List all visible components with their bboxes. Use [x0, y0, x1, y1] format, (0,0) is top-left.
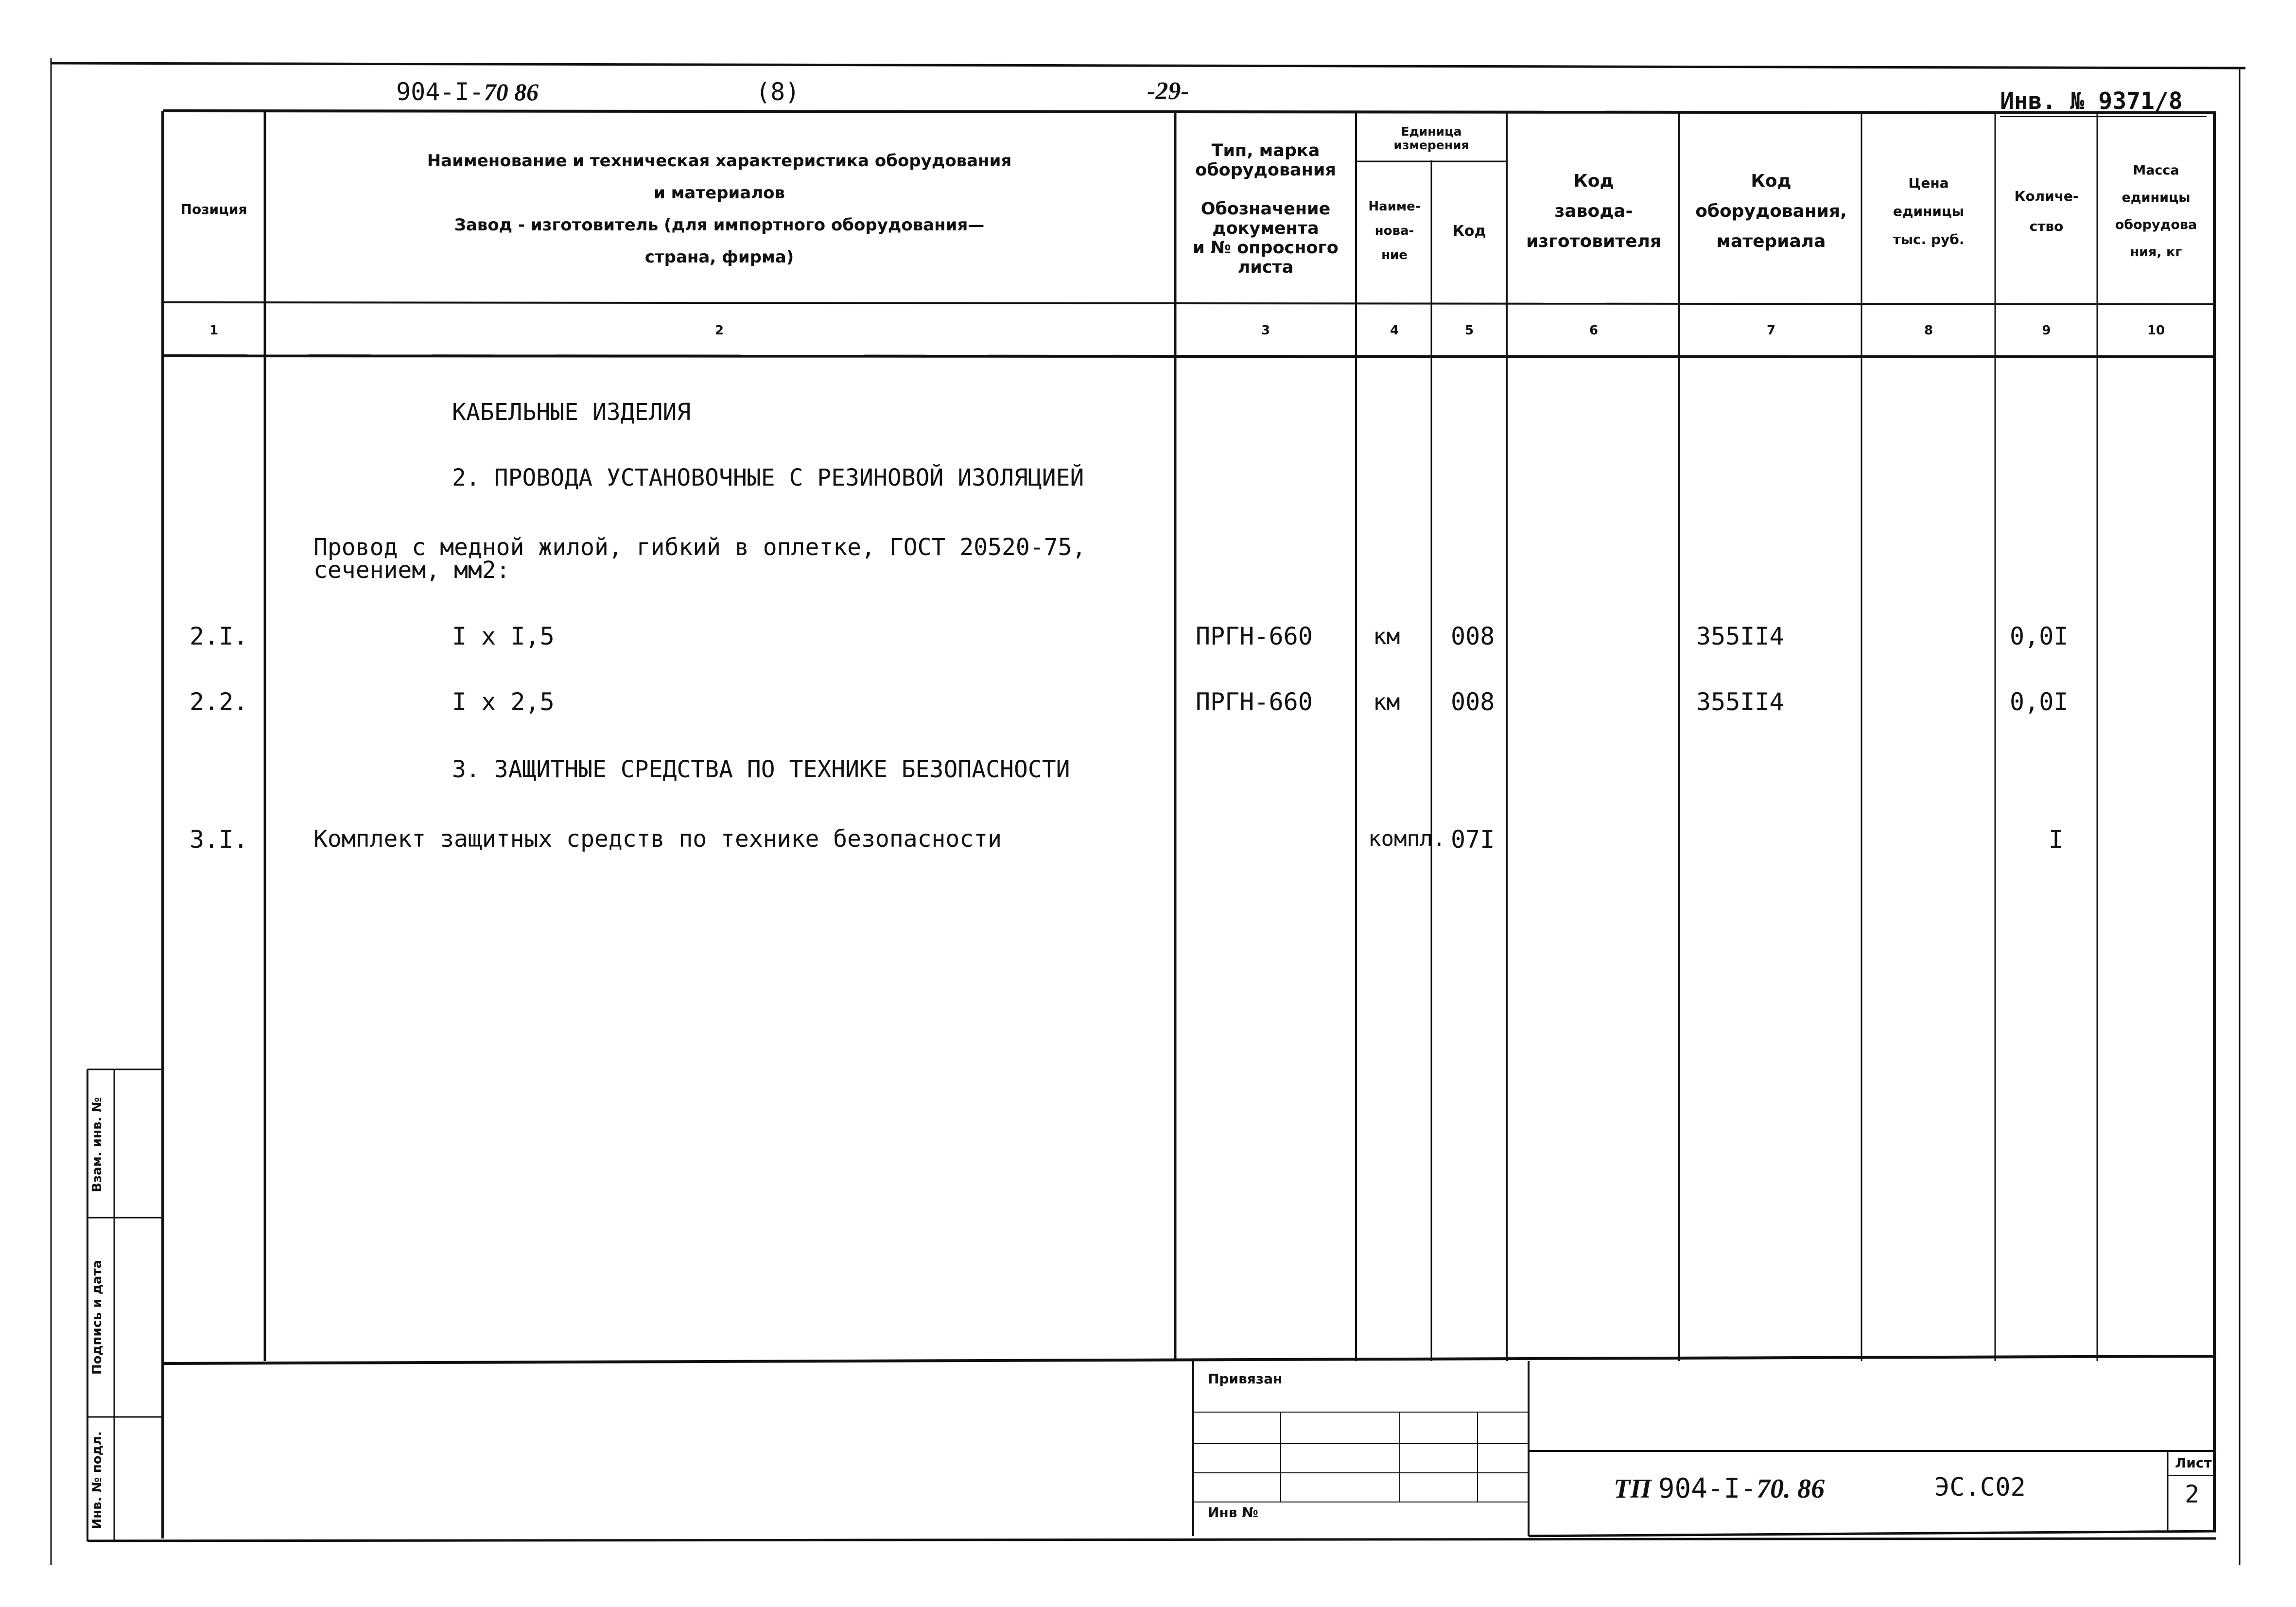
row-name: I x 2,5 [452, 688, 555, 716]
row-name: Комплект защитных средств по технике безопасности [313, 825, 1002, 853]
row-type: ПРГН-660 [1196, 688, 1313, 716]
row-position: 2.I. [190, 622, 248, 650]
stamp-tp-handwritten: 70. 86 [1757, 1474, 1825, 1504]
col-num-10: 10 [2147, 323, 2165, 338]
col-head-equipment-code: Код оборудования, материала [1695, 171, 1847, 251]
subsection-3-title: 3. ЗАЩИТНЫЕ СРЕДСТВА ПО ТЕХНИКЕ БЕЗОПАСНОСТИ [452, 756, 1070, 783]
col-num-3: 3 [1261, 323, 1270, 338]
stamp-tp-code: 904-I- [1658, 1473, 1757, 1504]
col-num-5: 5 [1464, 323, 1474, 338]
col-head-name: Наименование и техническая характеристика оборудования и материалов Завод - изготовитель (для импортного оборудования— страна, фирма) [427, 151, 1012, 267]
inventory-number: Инв. № 9371/8 [2000, 87, 2183, 115]
side-label-vzam-inv: Взам. инв. № [90, 1097, 104, 1192]
col-head-factory-code: Код завода- изготовителя [1526, 171, 1662, 251]
col-num-1: 1 [209, 323, 219, 338]
sheet-in-parens: (8) [756, 78, 800, 106]
intro-line-1: Провод с медной жилой, гибкий в оплетке, ГОСТ 20520-75, [313, 534, 1086, 561]
row-name: I x I,5 [452, 622, 555, 650]
page-number: -29- [1147, 77, 1189, 105]
side-label-inv-podl: Инв. № подл. [90, 1431, 104, 1529]
col-num-6: 6 [1589, 323, 1599, 338]
col-head-mass: Масса единицы оборудова ния, кг [2115, 163, 2197, 260]
row-quantity: I [2049, 825, 2064, 854]
row-equipment-code: 355II4 [1696, 622, 1784, 650]
row-equipment-code: 355II4 [1696, 688, 1784, 716]
stamp-list-number: 2 [2185, 1480, 2200, 1508]
doc-code-top [396, 78, 539, 106]
row-quantity: 0,0I [2010, 688, 2069, 716]
row-unit: км [1373, 623, 1400, 649]
stamp-privyazan-label: Привязан [1208, 1371, 1283, 1387]
section-title: КАБЕЛЬНЫЕ ИЗДЕЛИЯ [452, 399, 691, 426]
stamp-tp-prefix: ТП [1614, 1474, 1652, 1504]
doc-code-prefix: 904-I- [396, 78, 484, 106]
col-num-8: 8 [1924, 323, 1933, 338]
col-head-unit-code: Код [1452, 222, 1486, 240]
col-head-type: Тип, марка оборудования Обозначение документа и № опросного листа [1193, 141, 1339, 277]
row-unit: компл. [1368, 826, 1445, 851]
stamp-tp-designation [1614, 1473, 1825, 1504]
col-num-4: 4 [1390, 323, 1399, 338]
col-head-position: Позиция [180, 201, 247, 217]
row-unit-code: 008 [1451, 622, 1495, 650]
stamp-sheet-code: ЭС.С02 [1934, 1473, 2026, 1502]
col-num-9: 9 [2042, 323, 2051, 338]
col-head-unit-name: Наиме- нова- ние [1368, 199, 1421, 262]
col-num-2: 2 [714, 323, 724, 338]
col-num-7: 7 [1766, 323, 1776, 338]
stamp-list-label: Лист [2175, 1455, 2212, 1471]
intro-line-2: сечением, мм2: [313, 557, 510, 584]
row-type: ПРГН-660 [1196, 622, 1313, 650]
side-label-podpis-data: Подпись и дата [90, 1259, 104, 1375]
col-head-price: Цена единицы тыс. руб. [1893, 175, 1965, 247]
doc-code-handwritten: 70 86 [484, 78, 539, 105]
col-head-unit-group: Единица измерения [1393, 124, 1469, 152]
row-quantity: 0,0I [2010, 622, 2069, 650]
subsection-2-title: 2. ПРОВОДА УСТАНОВОЧНЫЕ С РЕЗИНОВОЙ ИЗОЛЯЦИЕЙ [452, 464, 1084, 491]
row-unit: км [1373, 689, 1400, 715]
stamp-inv-no-label: Инв № [1208, 1504, 1258, 1520]
row-position: 3.I. [190, 825, 248, 854]
col-head-quantity: Количе- ство [2014, 188, 2079, 234]
row-unit-code: 07I [1451, 825, 1495, 854]
row-unit-code: 008 [1451, 688, 1495, 716]
row-position: 2.2. [190, 688, 248, 716]
